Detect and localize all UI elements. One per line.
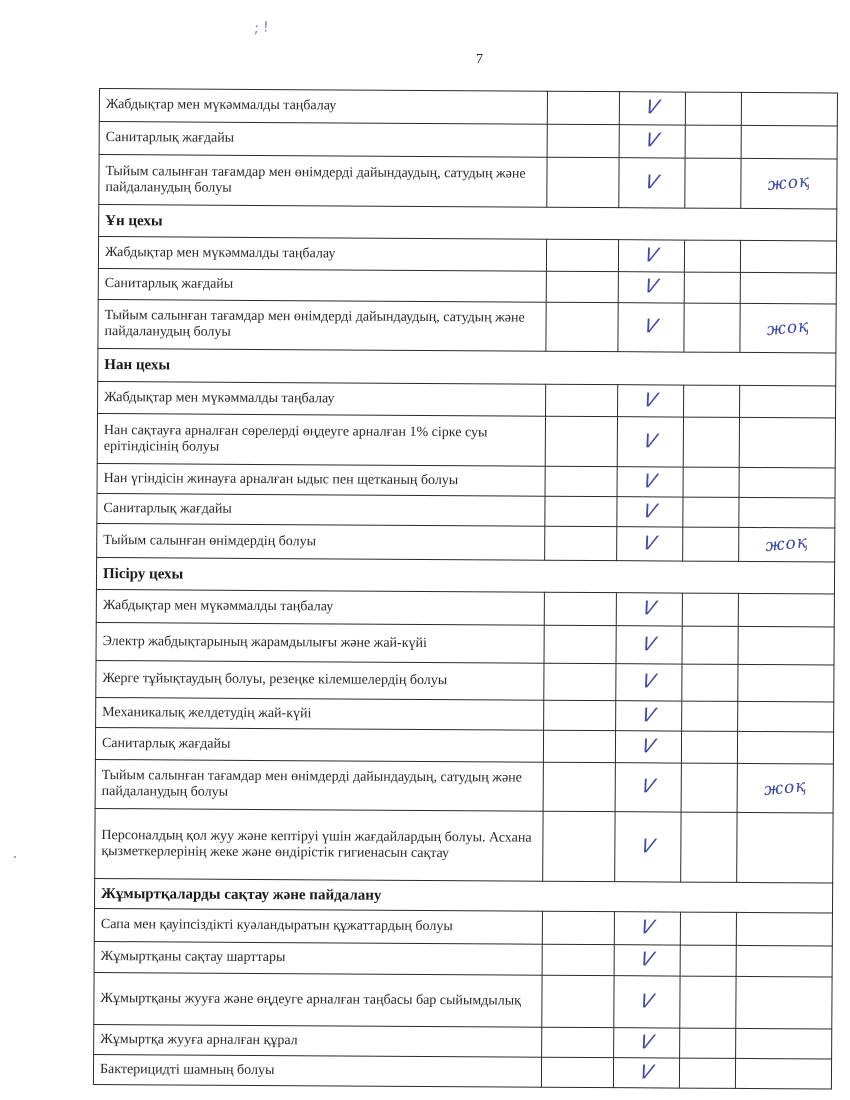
handwritten-check-mark: V [642,243,661,266]
handwritten-check-mark: V [641,429,660,452]
check-cell [617,467,683,497]
section-header-row [96,557,834,594]
checklist-row [96,697,834,732]
page-number: 7 [476,52,483,67]
requirement-text: Тыйым салынған тағамдар мен өнімдерді дайындаудың, сатудың және пайдаланудың болуы [95,759,543,811]
check-cell [619,125,685,158]
handwritten-check-mark: V [639,670,658,693]
handwritten-check-mark: V [643,170,661,193]
empty-cell [681,731,737,763]
empty-cell [682,626,738,664]
empty-cell [683,497,739,527]
checklist-row [96,589,834,627]
note-cell [738,664,834,702]
check-cell [614,945,680,976]
empty-cell [546,302,618,351]
check-cell [618,303,684,352]
handwritten-check-mark: V [641,499,659,522]
handwritten-check-mark: V [641,388,660,411]
requirement-text: Жұмыртқа жууға арналған құрал [94,1024,542,1057]
requirement-text: Тыйым салынған тағамдар мен өнімдерді дайындаудың, сатудың және пайдаланудың болуы [99,155,547,208]
requirement-text: Санитарлық жағдайы [97,493,545,526]
handwritten-check-mark: V [638,916,657,939]
empty-cell [547,157,619,207]
empty-cell [542,1027,614,1057]
requirement-text: Санитарлық жағдайы [98,268,546,302]
checklist-row [94,972,832,1029]
margin-dot [14,856,16,858]
checklist-sheet [93,88,837,1089]
note-cell [736,1028,832,1059]
checklist-row [95,727,833,764]
empty-cell [684,303,740,352]
note-cell [739,467,835,498]
empty-cell [544,625,616,663]
empty-cell [679,1058,735,1088]
section-title: Жұмыртқаларды сақтау және пайдалану [94,878,832,913]
checklist-row [97,413,835,468]
handwritten-check-mark: V [638,948,657,971]
note-cell [738,701,834,732]
note-cell [738,593,834,627]
empty-cell [683,417,739,467]
handwritten-check-mark: V [639,734,658,757]
empty-cell [545,496,617,526]
handwritten-check-mark: V [637,1030,656,1053]
checklist-row [97,463,835,498]
check-cell [616,626,682,664]
requirement-text: Сапа мен қауіпсіздікті куәландыратын құжаттардың болуы [94,908,542,944]
empty-cell [682,593,738,626]
empty-cell [684,240,740,272]
empty-cell [545,416,617,466]
check-cell [614,912,680,945]
empty-cell [685,125,741,158]
handwritten-check-mark: V [638,989,656,1012]
note-cell [735,1058,831,1089]
handwritten-check-mark: V [640,632,659,655]
handwritten-check-mark: V [643,96,662,119]
handwritten-scribble: ; ! [252,19,270,37]
check-cell [616,593,682,626]
checklist-row [99,89,837,127]
check-cell [618,385,684,417]
note-cell [738,626,834,665]
check-cell [615,731,681,763]
requirement-text: Тыйым салынған өнімдердің болуы [97,523,545,560]
section-header-row [94,878,832,913]
empty-cell [682,664,738,701]
empty-cell [680,912,736,945]
requirement-text: Санитарлық жағдайы [99,122,547,158]
note-cell [741,92,837,126]
empty-cell [542,944,614,975]
check-cell [618,272,684,303]
checklist-row [94,1024,832,1059]
requirement-text: Жабдықтар мен мүкәммалды таңбалау [98,237,546,272]
note-cell [737,731,833,764]
empty-cell [547,124,619,157]
requirement-text: Бактерицидті шамның болуы [93,1054,541,1087]
check-cell [617,497,683,527]
requirement-text: Жабдықтар мен мүкәммалды таңбалау [99,89,547,125]
empty-cell [542,911,614,944]
handwritten-note: жоқ [764,532,810,557]
check-cell [616,664,682,701]
note-cell [736,912,832,946]
check-cell [617,417,683,467]
empty-cell [544,663,616,700]
empty-cell [681,763,737,812]
note-cell [739,385,835,418]
checklist-row [94,941,832,977]
check-cell [617,527,683,561]
empty-cell [681,812,737,882]
check-cell [618,240,684,272]
requirement-text: Персоналдың қол жуу және кептіруі үшін жағдайлардың болуы. Асхана қызметкерлерінің жеке және өндірістік гигиенасын сақтау [95,808,543,881]
empty-cell [543,730,615,762]
empty-cell [544,592,616,625]
empty-cell [682,701,738,731]
checklist-row [98,299,836,353]
checklist-row [93,1054,831,1089]
empty-cell [680,945,736,976]
handwritten-check-mark: V [642,315,660,338]
handwritten-check-mark: V [640,597,659,620]
empty-cell [685,158,741,208]
empty-cell [680,1028,736,1058]
requirement-text: Нан үгіндісін жинауға арналған ыдыс пен щетканың болуы [97,463,545,496]
check-cell [615,812,681,882]
empty-cell [544,700,616,730]
section-title: Нан цехы [98,348,836,386]
checklist-row [95,759,833,813]
requirement-text: Жұмыртқаны жууға және өңдеуге арналған таңбасы бар сыйымдылық [94,972,542,1027]
handwritten-check-mark: V [638,834,657,857]
section-title: Пісіру цехы [96,557,834,594]
check-cell [615,763,681,812]
empty-cell [684,272,740,303]
requirement-text: Жерге тұйықтаудың болуы, резеңке кілемшелердің болуы [96,660,544,700]
note-cell [736,945,832,977]
note-cell [739,417,835,468]
requirement-text: Механикалық желдетудің жай-күйі [96,697,544,730]
check-cell [614,1028,680,1058]
note-cell [739,497,835,528]
empty-cell [547,91,619,124]
checklist-row [98,268,836,304]
handwritten-note: жоқ [765,315,811,340]
requirement-text: Тыйым салынған тағамдар мен өнімдерді дайындаудың, сатудың және пайдаланудың болуы [98,299,546,351]
empty-cell [683,467,739,497]
handwritten-note: жоқ [766,171,812,196]
check-cell [616,701,682,731]
checklist-row [94,908,832,946]
checklist-row [98,381,836,418]
note-cell [740,240,836,273]
checklist-body [93,89,837,1089]
empty-cell [545,526,617,560]
checklist-row [96,660,834,702]
check-cell [613,1058,679,1088]
checklist-table [93,88,838,1089]
note-cell [740,272,836,304]
requirement-text: Жұмыртқаны сақтау шарттары [94,941,542,975]
requirement-text: Электр жабдықтарының жарамдылығы және жай-күйі [96,622,544,663]
empty-cell [546,239,618,271]
empty-cell [543,811,615,881]
check-cell [614,976,680,1028]
section-title: Ұн цехы [99,205,837,242]
note-cell [737,763,833,813]
checklist-row [96,622,834,665]
empty-cell [546,384,618,416]
checklist-row [95,808,833,883]
checklist-row [97,493,835,528]
empty-cell [546,271,618,302]
requirement-text: Жабдықтар мен мүкәммалды таңбалау [96,589,544,625]
handwritten-check-mark: V [639,703,658,726]
handwritten-check-mark: V [640,531,659,554]
empty-cell [545,466,617,496]
note-cell [737,812,833,883]
note-cell [739,527,835,562]
check-cell [619,158,685,208]
checklist-row [97,523,835,562]
handwritten-check-mark: V [639,775,658,798]
empty-cell [541,1057,613,1087]
empty-cell [683,527,739,561]
empty-cell [542,975,614,1027]
requirement-text: Жабдықтар мен мүкәммалды таңбалау [98,381,546,416]
empty-cell [684,385,740,417]
requirement-text: Санитарлық жағдайы [95,727,543,762]
note-cell [741,158,837,209]
note-cell [741,125,837,159]
note-cell [740,303,836,353]
handwritten-check-mark: V [643,129,662,152]
handwritten-note: жоқ [762,775,808,800]
requirement-text: Нан сақтауға арналған сөрелерді өңдеуге арналған 1% сірке суы ерітіндісінің болуы [97,413,545,466]
handwritten-check-mark: V [642,275,661,298]
handwritten-check-mark: V [641,469,660,492]
checklist-row [99,122,837,160]
empty-cell [685,92,741,125]
handwritten-check-mark: V [637,1060,656,1083]
section-header-row [99,205,837,242]
check-cell [619,92,685,125]
checklist-row [99,155,837,210]
note-cell [736,976,832,1029]
checklist-row [98,237,836,274]
empty-cell [680,976,736,1028]
section-header-row [98,348,836,386]
empty-cell [543,762,615,811]
